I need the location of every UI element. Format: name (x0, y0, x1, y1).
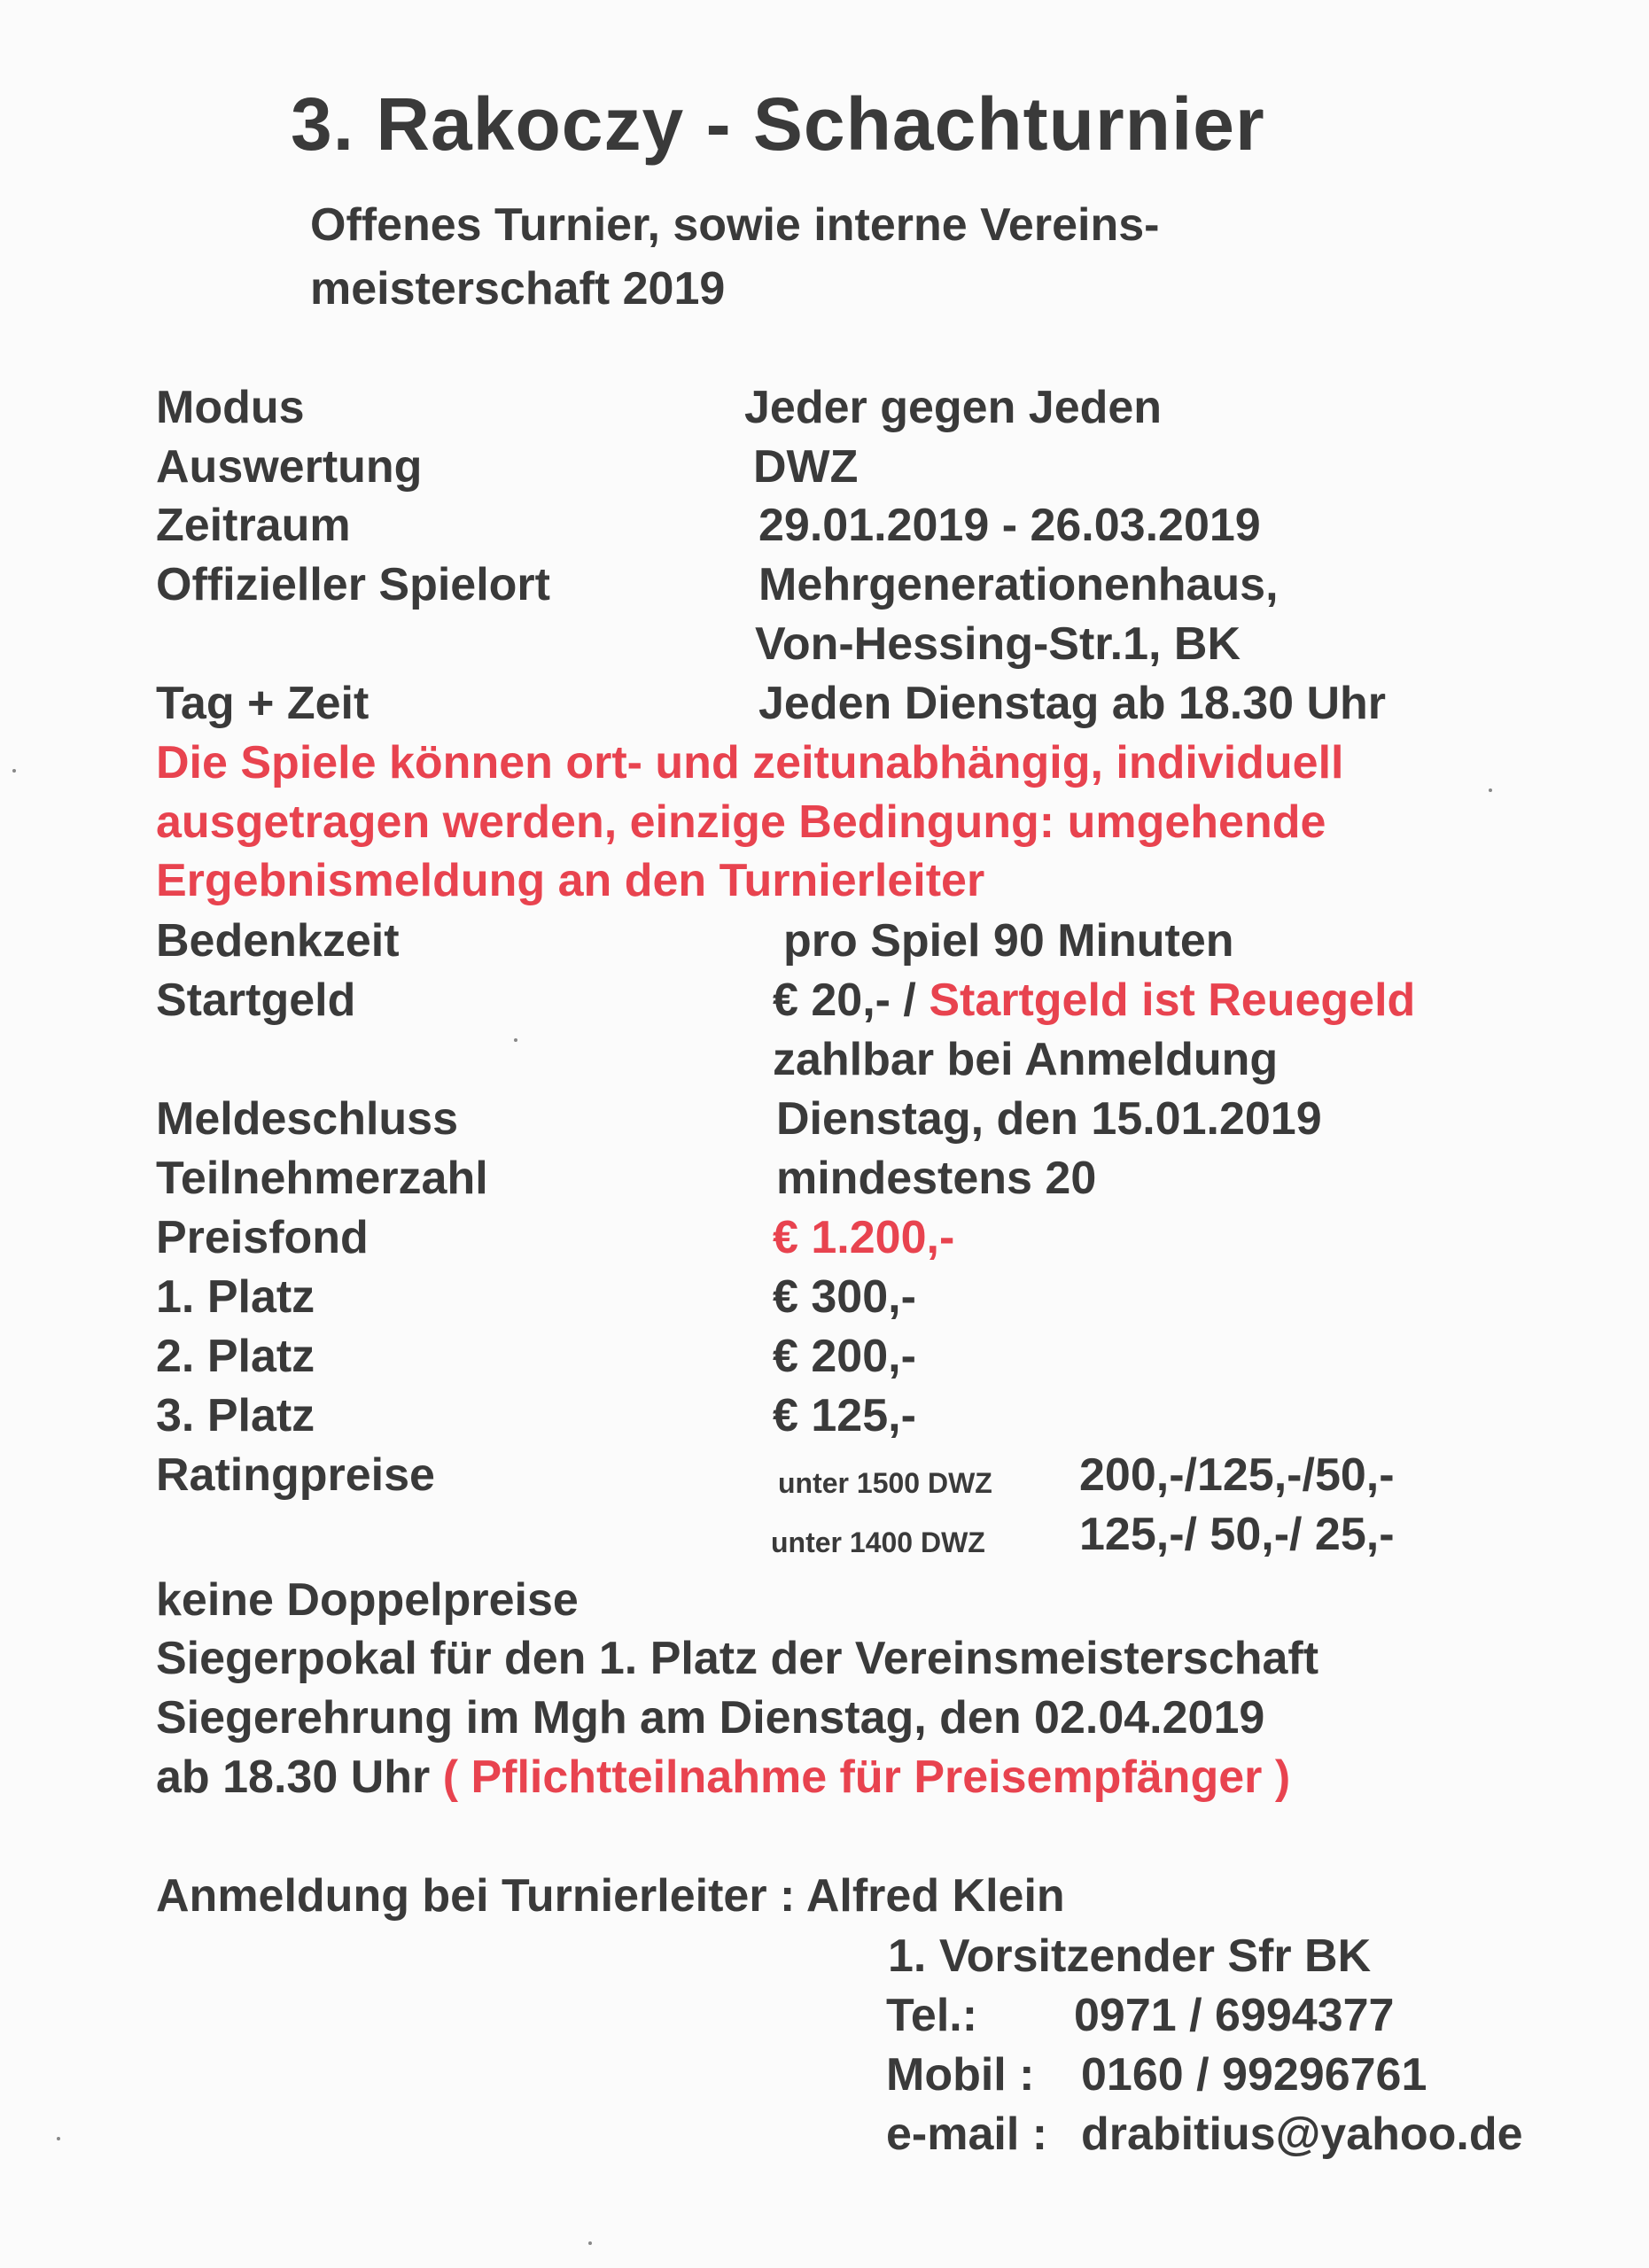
startgeld-note: Startgeld ist Reuegeld (929, 975, 1416, 1026)
modus-label: Modus (156, 382, 305, 433)
startgeld-value-line-2: zahlbar bei Anmeldung (773, 1034, 1279, 1085)
rating2-prizes: 125,-/ 50,-/ 25,- (1079, 1509, 1395, 1560)
startgeld-label: Startgeld (156, 975, 356, 1026)
platz3-value: € 125,- (773, 1390, 916, 1441)
page-title: 3. Rakoczy - Schachturnier (291, 82, 1265, 166)
scan-speck (514, 1038, 517, 1042)
auswertung-label: Auswertung (156, 441, 423, 493)
scan-speck (1489, 788, 1492, 792)
rating2-category: unter 1400 DWZ (771, 1526, 985, 1558)
tagzeit-label: Tag + Zeit (156, 678, 369, 729)
rating-label: Ratingpreise (156, 1449, 435, 1501)
subtitle-line-2: meisterschaft 2019 (310, 263, 726, 315)
notice-line-1: Die Spiele können ort- und zeitunabhängig, individuell (156, 737, 1344, 788)
preisfond-value: € 1.200,- (773, 1212, 955, 1263)
footer-line-4-start: ab 18.30 Uhr (156, 1751, 431, 1803)
bedenkzeit-value: pro Spiel 90 Minuten (783, 915, 1234, 967)
modus-value: Jeder gegen Jeden (744, 382, 1163, 433)
teilnehmer-label: Teilnehmerzahl (156, 1153, 488, 1204)
tel-value: 0971 / 6994377 (1074, 1990, 1395, 2041)
platz2-label: 2. Platz (156, 1331, 315, 1382)
email-label: e-mail : (886, 2109, 1048, 2160)
spielort-value-line-2: Von-Hessing-Str.1, BK (755, 618, 1241, 670)
notice-line-3: Ergebnismeldung an den Turnierleiter (156, 855, 985, 906)
teilnehmer-value: mindestens 20 (776, 1153, 1097, 1204)
platz1-label: 1. Platz (156, 1271, 315, 1323)
meldeschluss-label: Meldeschluss (156, 1093, 459, 1145)
footer-line-2: Siegerpokal für den 1. Platz der Vereinsmeisterschaft (156, 1633, 1319, 1684)
email-value: drabitius@yahoo.de (1081, 2109, 1523, 2160)
tagzeit-value: Jeden Dienstag ab 18.30 Uhr (758, 678, 1387, 729)
platz1-value: € 300,- (773, 1271, 916, 1323)
auswertung-value: DWZ (753, 441, 859, 493)
contact-role: 1. Vorsitzender Sfr BK (888, 1930, 1372, 1982)
footer-line-4 (156, 1751, 1290, 1804)
rating1-prizes: 200,-/125,-/50,- (1079, 1449, 1395, 1501)
scan-speck (12, 769, 16, 773)
footer-line-1: keine Doppelpreise (156, 1574, 579, 1626)
spielort-value-line-1: Mehrgenerationenhaus, (758, 559, 1279, 610)
preisfond-label: Preisfond (156, 1212, 369, 1263)
platz3-label: 3. Platz (156, 1390, 315, 1441)
bedenkzeit-label: Bedenkzeit (156, 915, 400, 967)
footer-line-3: Siegerehrung im Mgh am Dienstag, den 02.04.2019 (156, 1692, 1265, 1744)
mobil-value: 0160 / 99296761 (1081, 2049, 1427, 2101)
zeitraum-label: Zeitraum (156, 500, 351, 551)
tel-label: Tel.: (886, 1990, 978, 2041)
platz2-value: € 200,- (773, 1331, 916, 1382)
scan-speck (57, 2137, 60, 2140)
footer-line-4-note: ( Pflichtteilnahme für Preisempfänger ) (442, 1751, 1291, 1803)
zeitraum-value: 29.01.2019 - 26.03.2019 (758, 500, 1261, 551)
mobil-label: Mobil : (886, 2049, 1035, 2101)
spielort-label: Offizieller Spielort (156, 559, 550, 610)
rating1-category: unter 1500 DWZ (778, 1467, 992, 1499)
startgeld-value (773, 974, 1415, 1027)
notice-line-2: ausgetragen werden, einzige Bedingung: umgehende (156, 796, 1326, 848)
startgeld-amount: € 20,- / (773, 975, 930, 1026)
meldeschluss-value: Dienstag, den 15.01.2019 (776, 1093, 1322, 1145)
anmeldung-line: Anmeldung bei Turnierleiter : Alfred Klein (156, 1870, 1065, 1922)
subtitle-line-1: Offenes Turnier, sowie interne Vereins- (310, 199, 1160, 251)
scan-speck (588, 2241, 592, 2245)
